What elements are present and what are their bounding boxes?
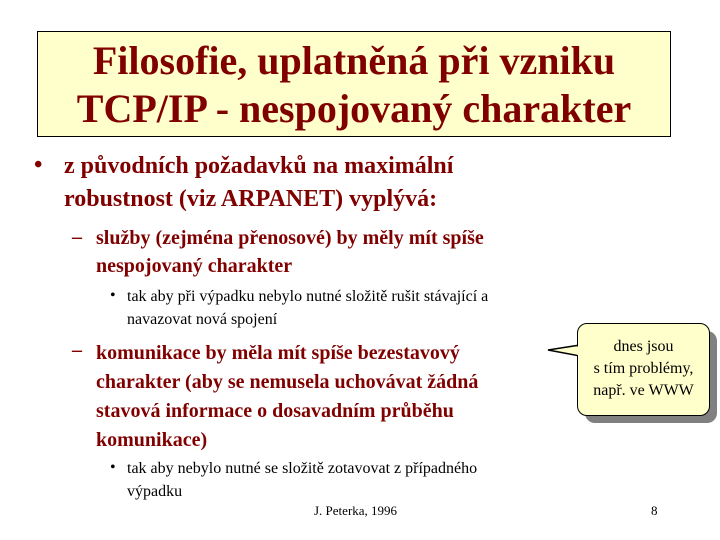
bullet-text-line: služby (zejména přenosové) by měly mít spíše — [96, 227, 484, 249]
slide-title — [37, 31, 671, 137]
title-line-2: TCP/IP - nespojovaný charakter — [76, 86, 632, 131]
bullet-text-line: výpadku — [127, 483, 183, 500]
bullet-level2: – — [72, 339, 82, 361]
bullet-text-line: tak aby při výpadku nebylo nutné složitě rušit stávající a — [127, 288, 489, 305]
bullet-text-line: komunikace) — [96, 429, 208, 451]
bullet-text-line: robustnost (viz ARPANET) vyplývá: — [64, 186, 438, 212]
bullet-text-line: charakter (aby se nemusela uchovávat žádná — [96, 371, 479, 393]
bullet-level1: • — [34, 152, 43, 178]
callout-line: dnes jsou — [613, 338, 674, 355]
bullet-text-line: tak aby nebylo nutné se složitě zotavovat z případného — [127, 460, 478, 477]
title-line-1: Filosofie, uplatněná při vzniku — [92, 38, 616, 83]
bullet-text-line: z původních požadavků na maximální — [64, 153, 454, 179]
page-number: 8 — [651, 503, 658, 518]
bullet-text-line: komunikace by měla mít spíše bezestavový — [96, 342, 460, 364]
bullet-level2: – — [72, 226, 82, 248]
bullet-level3: • — [110, 287, 116, 304]
callout-line: např. ve WWW — [593, 382, 694, 399]
bullet-text-line: stavová informace o dosavadním průběhu — [96, 400, 454, 422]
footer-author: J. Peterka, 1996 — [314, 503, 398, 518]
callout-box — [577, 323, 710, 416]
bullet-text-line: navazovat nová spojení — [127, 311, 278, 328]
callout-line: s tím problémy, — [593, 360, 694, 377]
bullet-level3: • — [110, 459, 116, 476]
bullet-text-line: nespojovaný charakter — [96, 255, 293, 277]
